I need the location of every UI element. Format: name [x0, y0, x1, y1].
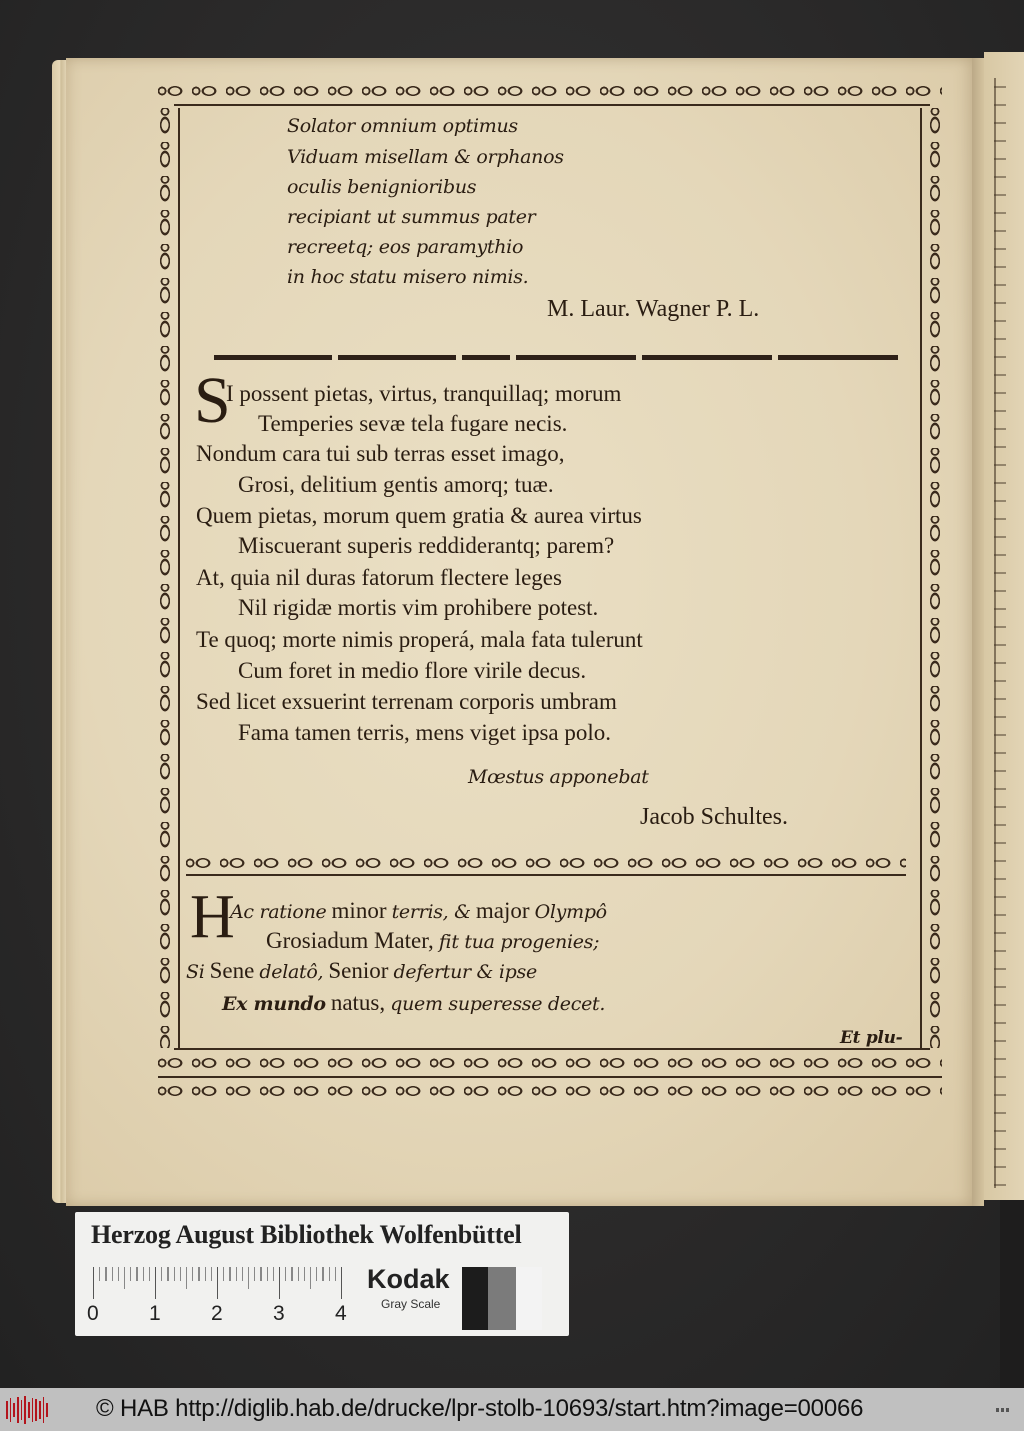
ruler-label-4: 4	[335, 1302, 347, 1325]
gray-patch-black	[462, 1267, 488, 1330]
facing-page-border	[994, 78, 1006, 1188]
text-italic: Ex mundo	[222, 993, 326, 1015]
text-roman: major	[475, 898, 530, 923]
drop-cap-s: S	[194, 364, 231, 437]
hab-logo-icon	[6, 1396, 48, 1424]
ruler-label-0: 0	[87, 1302, 99, 1325]
ruler-tick	[329, 1267, 330, 1281]
ruler-tick	[93, 1267, 94, 1299]
copyright-url[interactable]: © HAB http://diglib.hab.de/drucke/lpr-stolb-10693/start.htm?image=00066	[96, 1395, 864, 1422]
ruler-tick	[310, 1267, 311, 1289]
text-italic: delatô,	[259, 961, 324, 983]
text-italic: defertur & ipse	[393, 961, 537, 983]
top-poem-line-3: oculis benignioribus	[287, 176, 477, 198]
top-poem-line-4: recipiant ut summus pater	[287, 206, 536, 228]
left-border-ornament	[154, 108, 176, 1048]
ornament-divider-rule	[186, 874, 906, 876]
top-border-ornament	[158, 80, 942, 102]
ruler-tick	[186, 1267, 187, 1289]
ruler-tick	[205, 1267, 206, 1281]
ruler-tick	[254, 1267, 255, 1281]
middle-poem-line-7: At, quia nil duras fatorum flectere leges	[196, 565, 562, 590]
ruler-tick	[298, 1267, 299, 1281]
drop-cap-h: H	[190, 883, 235, 951]
ruler-tick	[167, 1267, 168, 1281]
ruler-label-1: 1	[149, 1302, 161, 1325]
right-border-ornament	[924, 108, 946, 1048]
text-roman: Sene	[209, 958, 255, 983]
ruler-scale	[93, 1267, 345, 1299]
binding-shadow	[1000, 1200, 1024, 1388]
text-roman: minor	[331, 898, 387, 923]
library-name: Herzog August Bibliothek Wolfenbüttel	[91, 1220, 522, 1249]
text-italic: Olympô	[534, 901, 607, 923]
ruler-tick	[248, 1267, 249, 1289]
ruler-tick	[149, 1267, 150, 1281]
ruler-tick	[267, 1267, 268, 1281]
facing-page-edge	[984, 52, 1024, 1200]
middle-poem-line-1: I possent pietas, virtus, tranquillaq; morum	[226, 381, 622, 406]
ruler-tick	[198, 1267, 199, 1281]
ruler-tick	[335, 1267, 336, 1281]
middle-poem-line-6: Miscuerant superis reddiderantq; parem?	[238, 533, 615, 558]
bottom-poem-line-1	[230, 898, 607, 924]
ruler-label-2: 2	[211, 1302, 223, 1325]
ruler-tick	[211, 1267, 212, 1281]
ruler-tick	[118, 1267, 119, 1281]
ruler-tick	[229, 1267, 230, 1281]
bottom-border-rule-2	[158, 1076, 942, 1078]
ruler-tick	[322, 1267, 323, 1281]
bottom-poem-line-4	[222, 990, 605, 1016]
ruler-tick	[217, 1267, 218, 1299]
middle-poem-line-3: Nondum cara tui sub terras esset imago,	[196, 441, 565, 466]
bottom-border-ornament-1	[158, 1052, 942, 1074]
section-divider-rule	[214, 355, 914, 361]
text-italic: quem superesse decet.	[390, 993, 606, 1015]
ruler-tick	[130, 1267, 131, 1281]
color-calibration-card	[75, 1212, 569, 1336]
middle-poem-line-9: Te quoq; morte nimis properá, mala fata tulerunt	[196, 627, 643, 652]
catchword: Et plu-	[840, 1028, 903, 1048]
ruler-tick	[105, 1267, 106, 1281]
middle-poem-line-8: Nil rigidæ mortis vim prohibere potest.	[238, 595, 599, 620]
kodak-logo: Kodak	[367, 1264, 450, 1294]
middle-poem-line-4: Grosi, delitium gentis amorq; tuæ.	[238, 472, 554, 497]
top-border-rule	[174, 104, 930, 106]
right-border-rule	[920, 108, 922, 1048]
ruler-tick	[260, 1267, 261, 1281]
middle-poem-signature: Jacob Schultes.	[640, 804, 788, 830]
ruler-tick	[291, 1267, 292, 1281]
text-italic: Ac ratione	[230, 901, 327, 923]
middle-poem-line-10: Cum foret in medio flore virile decus.	[238, 658, 587, 683]
page-gutter	[972, 58, 984, 1206]
ruler-tick	[155, 1267, 156, 1299]
text-roman: natus,	[330, 990, 386, 1015]
bottom-border-rule	[174, 1048, 930, 1050]
ruler-label-3: 3	[273, 1302, 285, 1325]
gray-patch-mid	[488, 1267, 516, 1330]
gray-patch-white	[516, 1267, 542, 1330]
middle-poem-line-5: Quem pietas, morum quem gratia & aurea virtus	[196, 503, 642, 528]
ruler-tick	[161, 1267, 162, 1281]
ruler-tick	[236, 1267, 237, 1281]
bottom-poem-line-3	[186, 958, 537, 984]
middle-poem-line-11: Sed licet exsuerint terrenam corporis umbram	[196, 689, 617, 714]
ruler-tick	[273, 1267, 274, 1281]
ruler-tick	[112, 1267, 113, 1281]
ruler-tick	[99, 1267, 100, 1281]
ruler-tick	[192, 1267, 193, 1281]
top-poem-line-2: Viduam misellam & orphanos	[287, 146, 564, 168]
top-poem-signature: M. Laur. Wagner P. L.	[547, 296, 760, 322]
ruler-tick	[242, 1267, 243, 1281]
top-poem-line-6: in hoc statu misero nimis.	[287, 266, 529, 288]
text-roman: Grosiadum Mater,	[266, 928, 434, 953]
ruler-tick	[143, 1267, 144, 1281]
top-poem-line-1: Solator omnium optimus	[287, 115, 518, 137]
ruler-tick	[304, 1267, 305, 1281]
middle-poem-subscription: Mœstus apponebat	[468, 766, 649, 788]
ornament-divider	[186, 852, 906, 874]
ruler-tick	[124, 1267, 125, 1289]
gray-scale-label: Gray Scale	[381, 1297, 441, 1311]
ruler-tick	[279, 1267, 280, 1299]
bottom-poem-line-2	[266, 928, 599, 954]
menu-dots-icon[interactable]	[996, 1408, 1009, 1412]
ruler-tick	[316, 1267, 317, 1281]
left-border-rule	[178, 108, 180, 1048]
ruler-tick	[180, 1267, 181, 1281]
ruler-tick	[223, 1267, 224, 1281]
middle-poem-line-2: Temperies sevæ tela fugare necis.	[258, 411, 568, 436]
viewer-footer	[0, 1388, 1024, 1431]
ruler-tick	[341, 1267, 342, 1299]
text-italic: fit tua progenies;	[438, 931, 600, 953]
ruler-tick	[174, 1267, 175, 1281]
text-italic: Si	[186, 961, 205, 983]
middle-poem-line-12: Fama tamen terris, mens viget ipsa polo.	[238, 720, 612, 745]
bottom-border-ornament-2	[158, 1080, 942, 1102]
text-italic: terris, &	[391, 901, 471, 923]
ruler-tick	[136, 1267, 137, 1281]
text-roman: Senior	[328, 958, 389, 983]
top-poem-line-5: recreetq; eos paramythio	[287, 236, 524, 258]
ruler-tick	[285, 1267, 286, 1281]
